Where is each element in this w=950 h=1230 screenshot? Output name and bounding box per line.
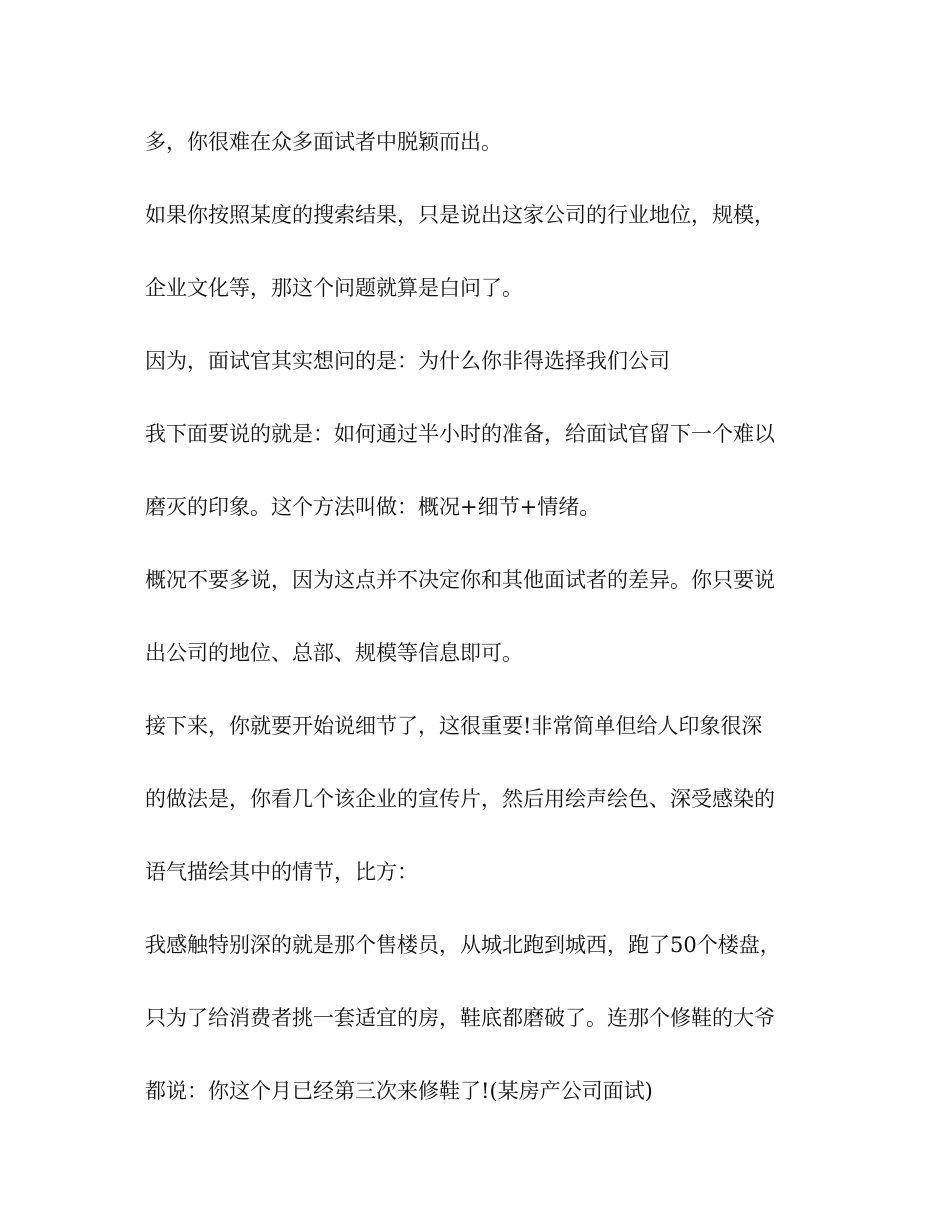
text-line: 因为，面试官其实想问的是：为什么你非得选择我们公司 (145, 349, 670, 373)
text-line: 我感触特别深的就是那个售楼员，从城北跑到城西，跑了50个楼盘， (145, 933, 781, 957)
text-line: 接下来，你就要开始说细节了，这很重要!非常简单但给人印象很深 (145, 714, 763, 738)
text-line: 概况不要多说，因为这点并不决定你和其他面试者的差异。你只要说 (145, 568, 775, 592)
text-line: 我下面要说的就是：如何通过半小时的准备，给面试官留下一个难以 (145, 422, 775, 446)
text-line: 多，你很难在众多面试者中脱颖而出。 (145, 130, 502, 154)
text-line: 如果你按照某度的搜索结果，只是说出这家公司的行业地位，规模， (145, 203, 775, 227)
text-line: 只为了给消费者挑一套适宜的房，鞋底都磨破了。连那个修鞋的大爷 (145, 1006, 775, 1030)
text-line: 都说：你这个月已经第三次来修鞋了!(某房产公司面试) (145, 1079, 653, 1103)
text-line: 出公司的地位、总部、规模等信息即可。 (145, 641, 523, 665)
text-line: 磨灭的印象。这个方法叫做：概况+细节+情绪。 (145, 495, 601, 519)
text-line: 的做法是，你看几个该企业的宣传片，然后用绘声绘色、深受感染的 (145, 787, 775, 811)
text-line: 语气描绘其中的情节，比方： (145, 860, 418, 884)
text-line: 企业文化等，那这个问题就算是白问了。 (145, 276, 523, 300)
